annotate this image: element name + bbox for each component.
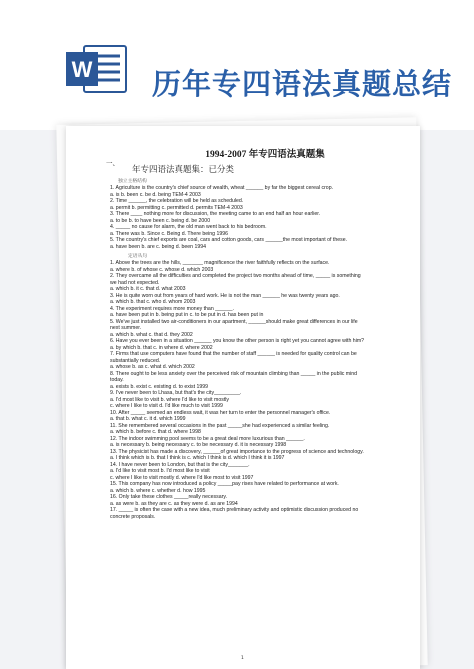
question-line: a. is b. been c. be d. being TEM-4 2003 <box>110 191 201 198</box>
question-line: a. which b. before c. that d. where 1998 <box>110 429 201 435</box>
question-line: a. is necessary b. being necessary c. to be necessary d. it is necessary 1998 <box>110 442 287 448</box>
question-line: a. which b. it c. that d. what 2003 <box>110 286 186 292</box>
question-line: a. that b. what c. it d. which 1999 <box>110 416 186 422</box>
question-line: 8. There ought to be less anxiety over the perceived risk of mountain climbing than _____ in the public mind <box>110 370 358 377</box>
section-number: 一、 <box>106 160 119 167</box>
document-subtitle: 年专四语法真题集：已分类 <box>132 164 235 174</box>
banner <box>0 0 474 130</box>
word-logo-letter: W <box>71 57 93 82</box>
question-line: 10. After _____ seemed an endless wait, it was her turn to enter the personnel manager's office. <box>110 409 331 416</box>
question-line: a. whose b. as c. what d. which 2002 <box>110 364 195 370</box>
question-line: 9. I've never been to Lhasa, but that's the city_________. <box>110 390 242 396</box>
question-line: next summer. <box>110 325 142 331</box>
section-label-absolute-construction: 独立主格结构 <box>118 179 147 184</box>
question-line: a. I think which is b. that I think is c. which I think is d. which I think it is 1997 <box>110 455 285 461</box>
question-line: 5. The country's chief exports are coal, cars and cotton goods, cars ______the most important of these. <box>110 237 348 243</box>
question-line: a. where b. of whose c. whose d. which 2003 <box>110 266 214 273</box>
question-line: a. exists b. exist c. existing d. to exist 1999 <box>110 383 209 390</box>
question-line: 2. They overcame all the difficulties and completed the project two months ahead of time, _____ is something <box>110 273 361 279</box>
question-line: substantially reduced. <box>110 357 161 364</box>
question-line: a. as were b. as they are c. as they were d. as are 1994 <box>110 500 238 507</box>
question-line: a. by which b. that c. in where d. where 2002 <box>110 344 213 351</box>
question-line: a. I'd like to visit most b. I'd most like to visit <box>110 468 210 474</box>
question-line: a. which b. where c. whether d. how 1995 <box>110 487 206 494</box>
page-number: 1 <box>241 656 244 661</box>
question-line: a. have been put in b. being put in c. to be put in d. has been put in <box>110 312 264 318</box>
section1-questions <box>110 185 402 250</box>
question-line: 11. She remembered several occasions in the past _____she had experienced a similar feeling. <box>110 422 330 429</box>
question-line: a. have been b. are c. being d. been 1994 <box>110 243 207 250</box>
document-body <box>106 146 402 520</box>
question-line: a. to be b. to have been c. being d. be 2000 <box>110 217 211 224</box>
question-line: a. which b. that c. who d. whom 2003 <box>110 299 196 305</box>
question-line: a. I'd most like to visit b. where I'd like to visit mostly <box>110 396 230 403</box>
question-line: a. which b. what c. that d. they 2002 <box>110 331 193 338</box>
question-line: 14. I have never been to London, but that is the city_______. <box>110 461 250 468</box>
question-line: concrete proposals. <box>110 513 156 520</box>
question-line: 5. We've just installed two air-conditioners in our apartment, ______should make great differences in our life <box>110 318 358 325</box>
question-line: 1. Agriculture is the country's chief source of wealth, wheat ______ by far the biggest cereal crop. <box>110 185 334 191</box>
word-document-icon <box>64 40 128 98</box>
question-line: a. permit b. permitting c. permitted d. permits TEM-4 2003 <box>110 204 243 211</box>
section-label-attributive-clause: 定语从句 <box>128 254 148 259</box>
question-line: 12. The indoor swimming pool seems to be a great deal more luxurious than ______. <box>110 435 305 442</box>
question-line: we had not expected. <box>110 279 160 286</box>
document-title: 1994-2007 年专四语法真题集 <box>205 150 325 160</box>
banner-title: 历年专四语法真题总结 <box>152 67 453 101</box>
question-line: a. There was b. Since c. Being d. There being 1996 <box>110 230 229 237</box>
question-line: 13. The physicist has made a discovery, ______of great importance to the progress of science and technology. <box>110 448 364 455</box>
question-line: 4. The experiment requires more money than ______. <box>110 305 234 312</box>
question-line: 3. He is quite worn out from years of hard work. He is not the man ______ he was twenty years ago. <box>110 292 340 299</box>
document-page <box>66 126 420 669</box>
question-line: c. where I like to visit mostly d. where I'd like most to visit 1997 <box>110 474 254 481</box>
question-line: 7. Firms that use computers have found that the number of staff ______ is needed for quality control can be <box>110 351 357 357</box>
question-line: 3. There ____ nothing more for discussion, the meeting came to an end half an hour earlier. <box>110 211 321 217</box>
question-line: 17. _____ is often the case with a new idea, much preliminary activity and optimistic discussion produced no <box>110 507 359 513</box>
question-line: today. <box>110 377 124 383</box>
question-line: 4. _____ no cause for alarm, the old man went back to his bedroom. <box>110 224 267 230</box>
question-line: c. where I like to visit d. I'd like much to visit 1999 <box>110 403 223 409</box>
section2-questions <box>110 260 402 520</box>
question-line: 15. This company has now introduced a policy _____pay rises have related to performance at work. <box>110 481 339 487</box>
question-line: 1. Above the trees are the hills, _______ magnificence the river faithfully reflects on the surface. <box>110 260 330 266</box>
question-line: 2. Time ______, the celebration will be held as scheduled. <box>110 198 244 204</box>
question-line: 16. Only take these clothes _____really necessary. <box>110 494 227 500</box>
question-line: 6. Have you ever been in a situation ______ you know the other person is right yet you cannot agree with him? <box>110 338 365 344</box>
